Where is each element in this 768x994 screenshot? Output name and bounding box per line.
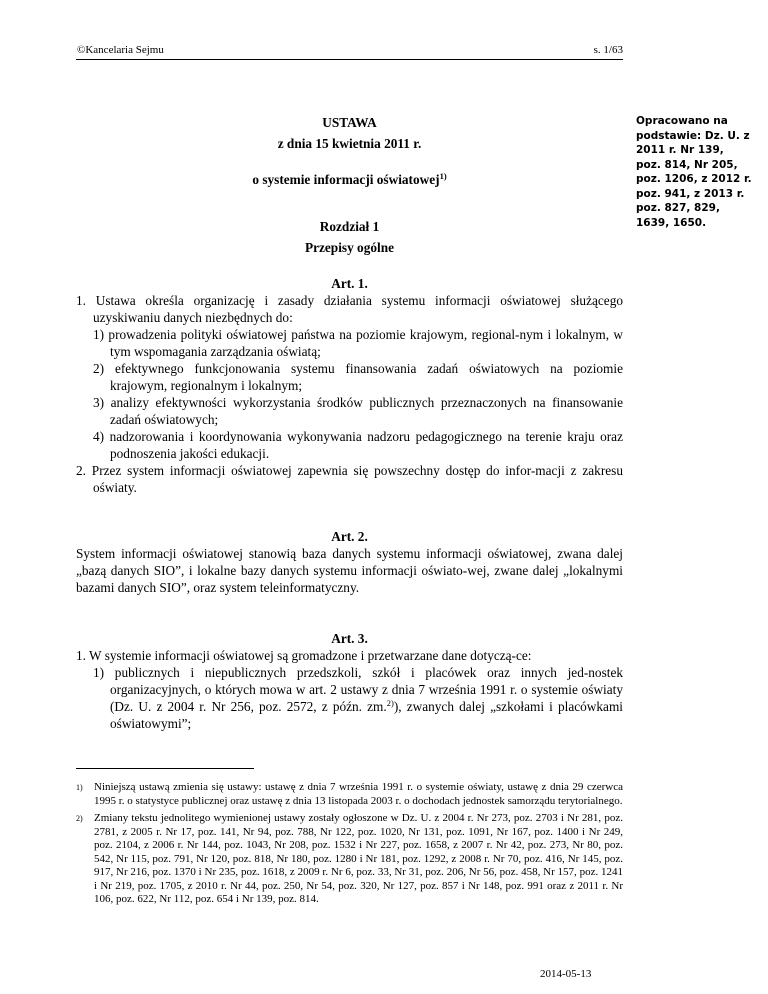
footnote-2-number: 2) bbox=[76, 814, 83, 823]
footnote-1 bbox=[76, 781, 623, 808]
article-2-heading: Art. 2. bbox=[331, 529, 368, 544]
act-title bbox=[76, 171, 623, 188]
article-3-point-1-text: 1) publicznych i niepublicznych przedszkoli, szkół i placówek oraz innych jed-nostek organizacyjnych, o których mowa w art. 2 ustawy z dnia 7 września 1991 r. o systemie oświaty (Dz. U. z 2004 r. Nr 256, poz. 2572, z późn. zm. bbox=[93, 665, 623, 714]
page-number: s. 1/63 bbox=[593, 44, 623, 56]
footnote-1-text: Niniejszą ustawą zmienia się ustawy: ustawę z dnia 7 września 1991 r. o systemie oświaty, ustawę z dnia 29 czerwca 1995 r. o statystyce publicznej oraz ustawę z dnia 13 listopada 2003 r. o dochodach jednostek samorządu terytorialnego. bbox=[94, 781, 623, 807]
header-rule bbox=[76, 59, 623, 60]
article-1-point-1: 1) prowadzenia polityki oświatowej państwa na poziomie krajowym, regional-nym i lokalnym, w tym wspomagania zarządzania oświatą; bbox=[93, 327, 623, 359]
footnote-separator bbox=[76, 768, 254, 769]
article-1-para-2: 2. Przez system informacji oświatowej zapewnia się powszechny dostęp do infor-macji z zakresu oświaty. bbox=[76, 463, 623, 495]
title-block bbox=[76, 114, 623, 188]
chapter-name: Przepisy ogólne bbox=[304, 240, 394, 255]
article-3-heading: Art. 3. bbox=[331, 631, 368, 646]
article-1 bbox=[76, 275, 623, 496]
act-type: USTAWA bbox=[322, 115, 377, 130]
footnote-1-number: 1) bbox=[76, 783, 83, 792]
chapter-number: Rozdział 1 bbox=[319, 219, 380, 234]
footnote-2 bbox=[76, 812, 623, 907]
chapter-block bbox=[76, 218, 623, 256]
article-3-point-1 bbox=[76, 664, 623, 732]
act-title-text: o systemie informacji oświatowej bbox=[252, 172, 440, 187]
footnote-2-text: Zmiany tekstu jednolitego wymienionej ustawy zostały ogłoszone w Dz. U. z 2004 r. Nr 273, poz. 2703 i Nr 281, poz. 2781, z 2005 r. Nr 17, poz. 141, Nr 94, poz. 788, Nr 122, poz. 1020, Nr 131, poz. 1091, Nr 167, poz. 1400 i Nr 249, poz. 2104, z 2006 r. Nr 144, poz. 1043, Nr 208, poz. 1532 i Nr 227, poz. 1658, z 2007 r. Nr 42, poz. 273, Nr 80, poz. 542, Nr 115, poz. 791, Nr 120, poz. 818, Nr 180, poz. 1280 i Nr 181, poz. 1292, z 2008 r. Nr 70, poz. 416, Nr 145, poz. 917, Nr 216, poz. 1370 i Nr 235, poz. 1618, z 2009 r. Nr 6, poz. 33, Nr 31, poz. 206, Nr 56, poz. 458, Nr 157, poz. 1241 i Nr 219, poz. 1705, z 2010 r. Nr 44, poz. 250, Nr 54, poz. 320, Nr 127, poz. 857 i Nr 148, poz. 991 oraz z 2011 r. Nr 106, poz. 622, Nr 112, poz. 654 i Nr 139, poz. 814. bbox=[94, 812, 623, 905]
act-date: z dnia 15 kwietnia 2011 r. bbox=[277, 136, 422, 151]
footnote-ref-1: 1) bbox=[439, 171, 447, 181]
article-3-para-1: 1. W systemie informacji oświatowej są gromadzone i przetwarzane dane dotyczą-ce: bbox=[76, 648, 532, 663]
article-1-point-3: 3) analizy efektywności wykorzystania środków publicznych przeznaczonych na finansowanie zadań oświatowych; bbox=[93, 395, 623, 427]
article-2 bbox=[76, 528, 623, 596]
article-1-heading: Art. 1. bbox=[331, 276, 368, 291]
article-1-point-2: 2) efektywnego funkcjonowania systemu finansowania zadań oświatowych na poziomie krajowym, regionalnym i lokalnym; bbox=[93, 361, 623, 393]
source-note: Opracowano na podstawie: Dz. U. z 2011 r. Nr 139, poz. 814, Nr 205, poz. 1206, z 2012 r. poz. 941, z 2013 r. poz. 827, 829, 1639, 1650. bbox=[636, 115, 752, 229]
article-1-point-4: 4) nadzorowania i koordynowania wykonywania nadzoru pedagogicznego na terenie kraju oraz podnoszenia jakości edukacji. bbox=[93, 429, 623, 461]
header-source: ©Kancelaria Sejmu bbox=[77, 44, 164, 56]
article-3-point-1-tail: ), zwanych dalej „szkołami i placówkami oświatowymi”; bbox=[110, 699, 623, 731]
article-3 bbox=[76, 630, 623, 732]
article-2-text: System informacji oświatowej stanowią baza danych systemu informacji oświatowej, zwana dalej „bazą danych SIO”, i lokalne bazy danych systemu informacji oświato-wej, zwane dalej „lokalnymi bazami danych SIO”, oraz system teleinformatyczny. bbox=[76, 546, 623, 595]
footnote-ref-2: 2) bbox=[386, 698, 394, 708]
footnotes bbox=[76, 781, 623, 911]
footer-date: 2014-05-13 bbox=[540, 968, 592, 980]
article-1-para-1: 1. Ustawa określa organizację i zasady działania systemu informacji oświatowej służącego uzyskiwaniu danych niezbędnych do: bbox=[76, 293, 623, 325]
